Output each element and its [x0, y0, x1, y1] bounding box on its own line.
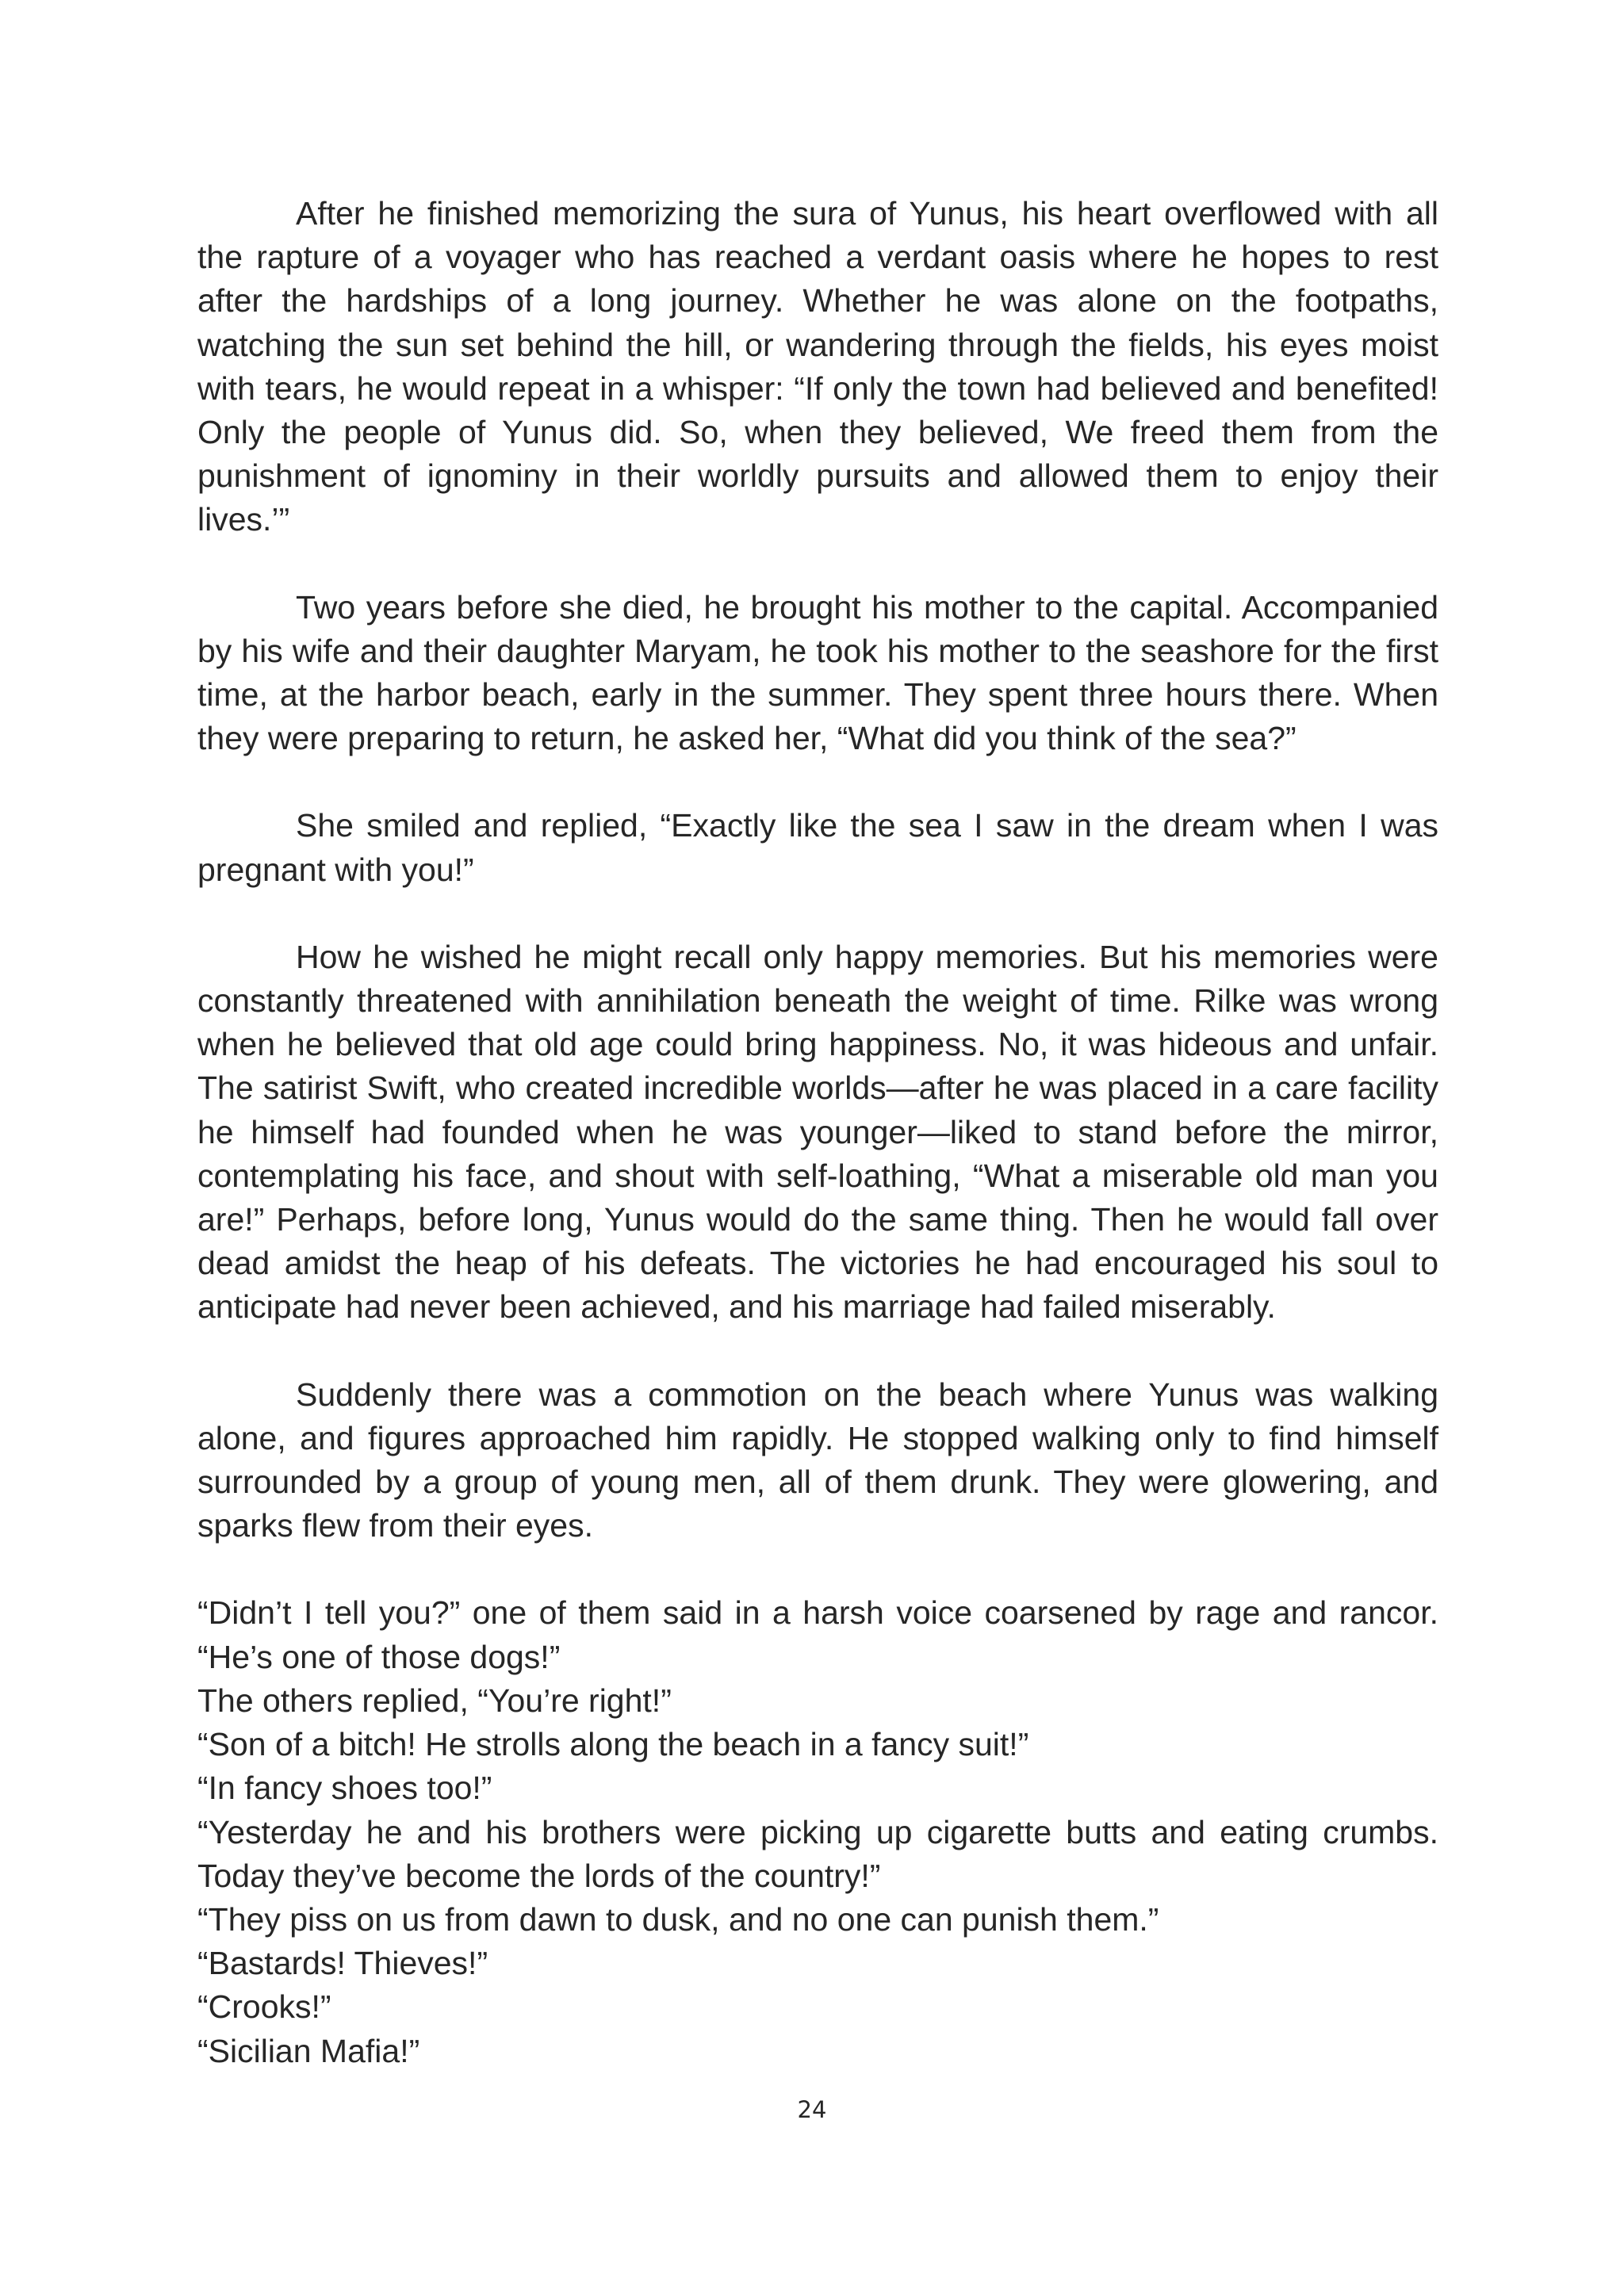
dialogue-line: “Bastards! Thieves!”	[197, 1945, 488, 1982]
paragraph: Two years before she died, he brought his mother to the capital. Accompanied by his wife and their daughter Maryam, he took his mother to the seashore for the first time, at the harbor beach, early in the summer. They spent three hours there. When they were preparing to return, he asked her, “What did you think of the sea?”	[197, 588, 1438, 757]
dialogue-line: The others replied, “You’re right!”	[197, 1682, 672, 1719]
page-number: 24	[797, 2096, 827, 2123]
dialogue-line: “They piss on us from dawn to dusk, and no one can punish them.”	[197, 1900, 1159, 1938]
dialogue-line: “Yesterday he and his brothers were picking up cigarette butts and eating crumbs. Today they’ve become the lords of the country!”	[197, 1813, 1438, 1894]
paragraph: After he finished memorizing the sura of Yunus, his heart overflowed with all the rapture of a voyager who has reached a verdant oasis where he hopes to rest after the hardships of a long journey. Whether he was alone on the footpaths, watching the sun set behind the hill, or wandering through the fields, his eyes moist with tears, he would repeat in a whisper: “If only the town had believed and benefited! Only the people of Yunus did. So, when they believed, We freed them from the punishment of ignominy in their worldly pursuits and allowed them to enjoy their lives.’”	[197, 195, 1438, 538]
paragraph: Suddenly there was a commotion on the beach where Yunus was walking alone, and figures approached him rapidly. He stopped walking only to find himself surrounded by a group of young men, all of them drunk. They were glowering, and sparks flew from their eyes.	[197, 1376, 1438, 1544]
dialogue-line: “Didn’t I tell you?” one of them said in a harsh voice coarsened by rage and rancor. “He’s one of those dogs!”	[197, 1594, 1438, 1675]
paragraph: She smiled and replied, “Exactly like the sea I saw in the dream when I was pregnant with you!”	[197, 807, 1438, 888]
dialogue-line: “Crooks!”	[197, 1988, 331, 2026]
dialogue-line: “Sicilian Mafia!”	[197, 2032, 420, 2069]
dialogue-line: “Son of a bitch! He strolls along the beach in a fancy suit!”	[197, 1726, 1029, 1763]
dialogue-line: “In fancy shoes too!”	[197, 1770, 492, 1807]
body-text	[197, 192, 1438, 2073]
paragraph: How he wished he might recall only happy memories. But his memories were constantly threatened with annihilation beneath the weight of time. Rilke was wrong when he believed that old age could bring happiness. No, it was hideous and unfair. The satirist Swift, who created incredible worlds—after he was placed in a care facility he himself had founded when he was younger—liked to stand before the mirror, contemplating his face, and shout with self-loathing, “What a miserable old man you are!” Perhaps, before long, Yunus would do the same thing. Then he would fall over dead amidst the heap of his defeats. The victories he had encouraged his soul to anticipate had never been achieved, and his marriage had failed miserably.	[197, 938, 1438, 1326]
